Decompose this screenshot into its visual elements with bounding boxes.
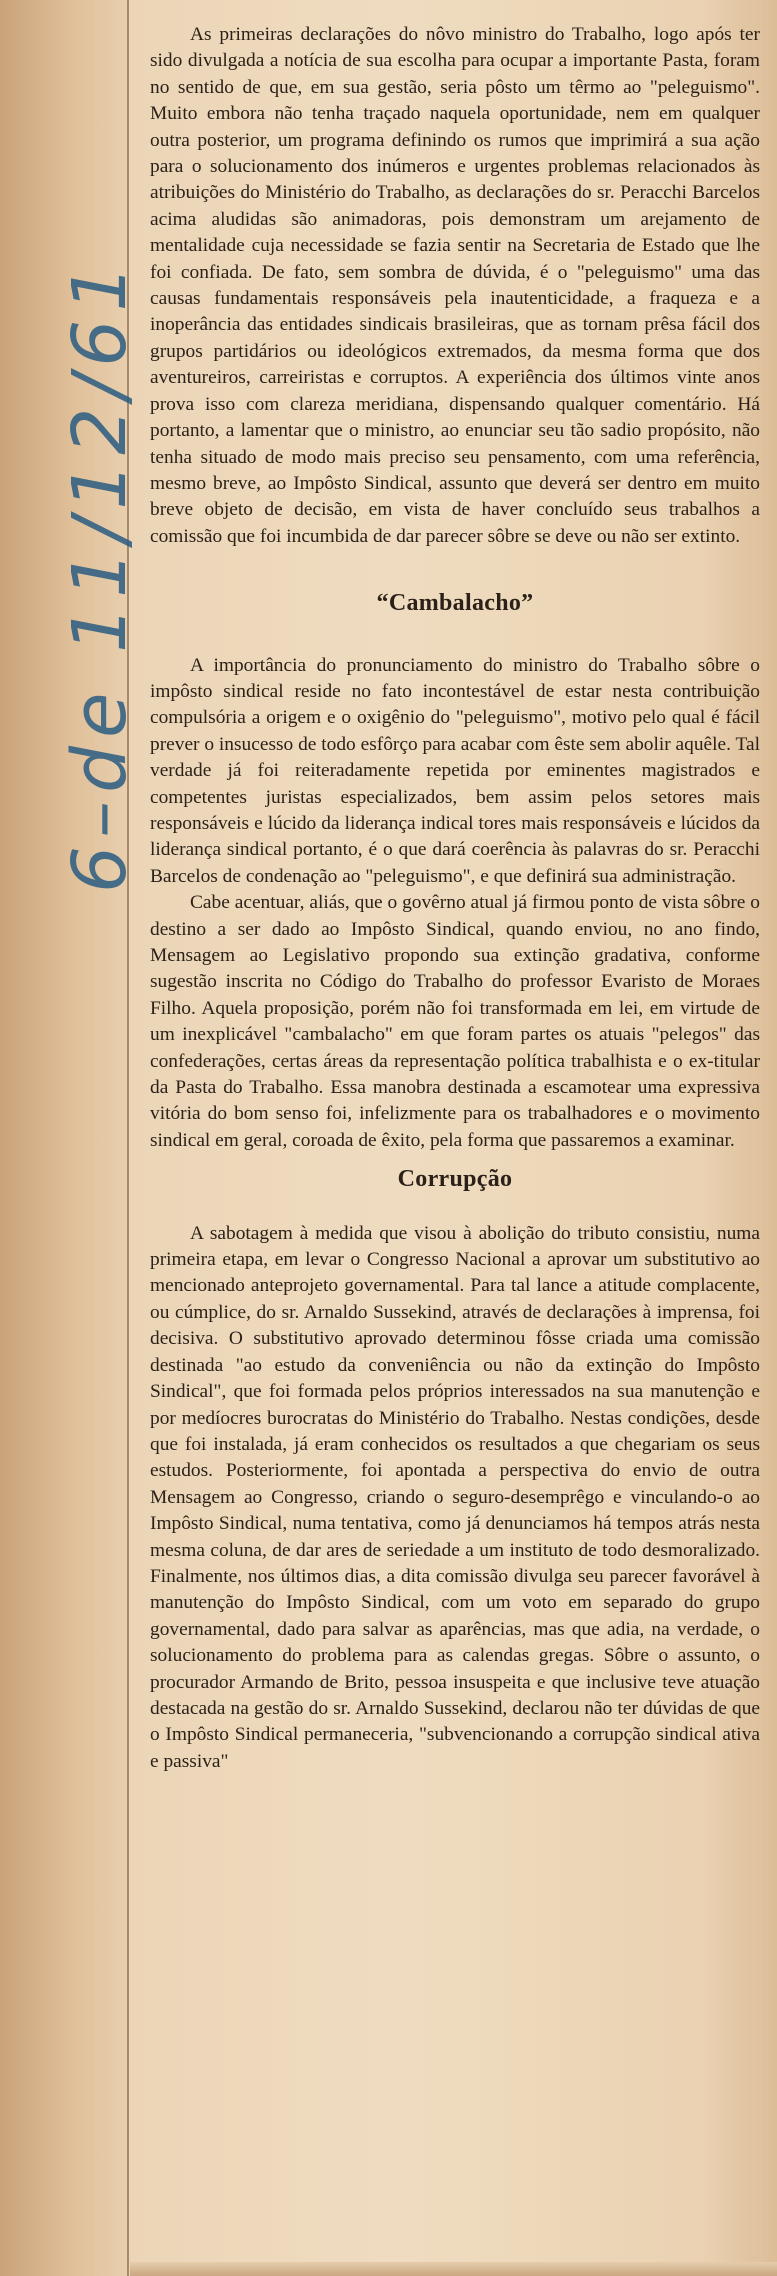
article-column	[150, 22, 760, 1775]
article-paragraph: Cabe acentuar, aliás, que o govêrno atual já firmou ponto de vista sôbre o destino a ser dado ao Impôsto Sindical, quando enviou, no ano findo, Mensagem ao Legislativo propondo sua extinção gradativa, conforme sugestão inscrita no Código do Trabalho do professor Evaristo de Moraes Filho. Aquela proposição, porém não foi transformada em lei, em virtude de um inexplicável "cambalacho" em que foram partes os atuais "pelegos" das confederações, certas áreas da representação política trabalhista e o ex-titular da Pasta do Trabalho. Essa manobra destinada a escamotear uma expressiva vitória do bom senso foi, infelizmente para os trabalhadores e o movimento sindical em geral, coroada de êxito, pela forma que passaremos a examinar.	[150, 892, 760, 1151]
section-heading-corrupcao: Corrupção	[397, 1166, 513, 1193]
article-paragraph: A sabotagem à medida que visou à abolição do tributo consistiu, numa primeira etapa, em levar o Congresso Nacional a aprovar um substitutivo ao mencionado anteprojeto governamental. Para tal lance a atitude complacente, ou cúmplice, do sr. Arnaldo Sussekind, através de declarações à imprensa, foi decisiva. O substitutivo aprovado determinou fôsse criada uma comissão destinada "ao estudo da conveniência ou não da extinção do Impôsto Sindical", que foi formada pelos próprios interessados na sua manutenção e por medíocres burocratas do Ministério do Trabalho. Nestas condições, desde que foi instalada, já eram conhecidos os resultados a que chegariam os seus estudos. Posteriormente, foi apontada a perspectiva do envio de outra Mensagem ao Congresso, criando o seguro-desemprêgo e vinculando-o ao Impôsto Sindical, numa tentativa, como já denunciamos há tempos atrás nesta mesma coluna, de dar ares de seriedade a um instituto de todo desmoralizado. Finalmente, nos últimos dias, a dita comissão divulga seu parecer favorável à manutenção do Impôsto Sindical, com um voto em separado do grupo governamental, dado para salvar as aparências, mas que adia, na verdade, o solucionamento do problema para as calendas gregas. Sôbre o assunto, o procurador Armando de Brito, pessoa insuspeita e que inclusive teve atuação destacada na gestão do sr. Arnaldo Sussekind, declarou não ter dúvidas de que o Impôsto Sindical permaneceria, "subvencionando a corrupção sindical ativa e passiva"	[150, 1222, 760, 1772]
paper-edge	[130, 2262, 777, 2276]
handwritten-date-annotation: 6–de 11/12/61	[57, 256, 143, 893]
intro-paragraph: As primeiras declarações do nôvo ministro do Trabalho, logo após ter sido divulgada a notícia de sua escolha para ocupar a importante Pasta, foram no sentido de que, em sua gestão, seria pôsto um têrmo ao "peleguismo". Muito embora não tenha traçado naquela oportunidade, nem em qualquer outra posterior, um programa definindo os rumos que imprimirá a sua ação para o solucionamento dos inúmeros e urgentes problemas relacionados às atribuições do Ministério do Trabalho, as declarações do sr. Peracchi Barcelos acima aludidas são animadoras, pois demonstram um arejamento de mentalidade cuja necessidade se fazia sentir na Secretaria de Estado que lhe foi confiada. De fato, sem sombra de dúvida, é o "peleguismo" uma das causas fundamentais responsáveis pela inautenticidade, a fraqueza e a inoperância das entidades sindicais brasileiras, que as tornam prêsa fácil dos grupos partidários ou ideológicos extremados, da mesma forma que dos aventureiros, carreiristas e corruptos. A experiência dos últimos vinte anos prova isso com clareza meridiana, dispensando qualquer comentário. Há portanto, a lamentar que o ministro, ao enunciar seu tão sadio propósito, não tenha situado de modo mais preciso seu pensamento, com uma referência, mesmo breve, ao Impôsto Sindical, assunto que deverá ser dentro em muito breve objeto de decisão, em vista de haver concluído seus trabalhos a comissão que foi incumbida de dar parecer sôbre se deve ou não ser extinto.	[150, 24, 760, 547]
section-heading-cambalacho: “Cambalacho”	[376, 590, 534, 617]
article-paragraph: A importância do pronunciamento do ministro do Trabalho sôbre o impôsto sindical reside no fato incontestável de estar nesta contribuição compulsória a origem e o oxigênio do "peleguismo", motivo pelo qual é fácil prever o insucesso de todo esfôrço para acabar com êste sem abolir aquêle. Tal verdade já foi reiteradamente repetida por eminentes magistrados e competentes juristas especializados, bem assim pelos setores mais responsáveis e lúcido da liderança indical tores mais responsáveis e lúcidos da liderança sindical portanto, é o que dará coerência às palavras do sr. Peracchi Barcelos de condenação ao "peleguismo", e que definirá sua administração.	[150, 654, 760, 887]
